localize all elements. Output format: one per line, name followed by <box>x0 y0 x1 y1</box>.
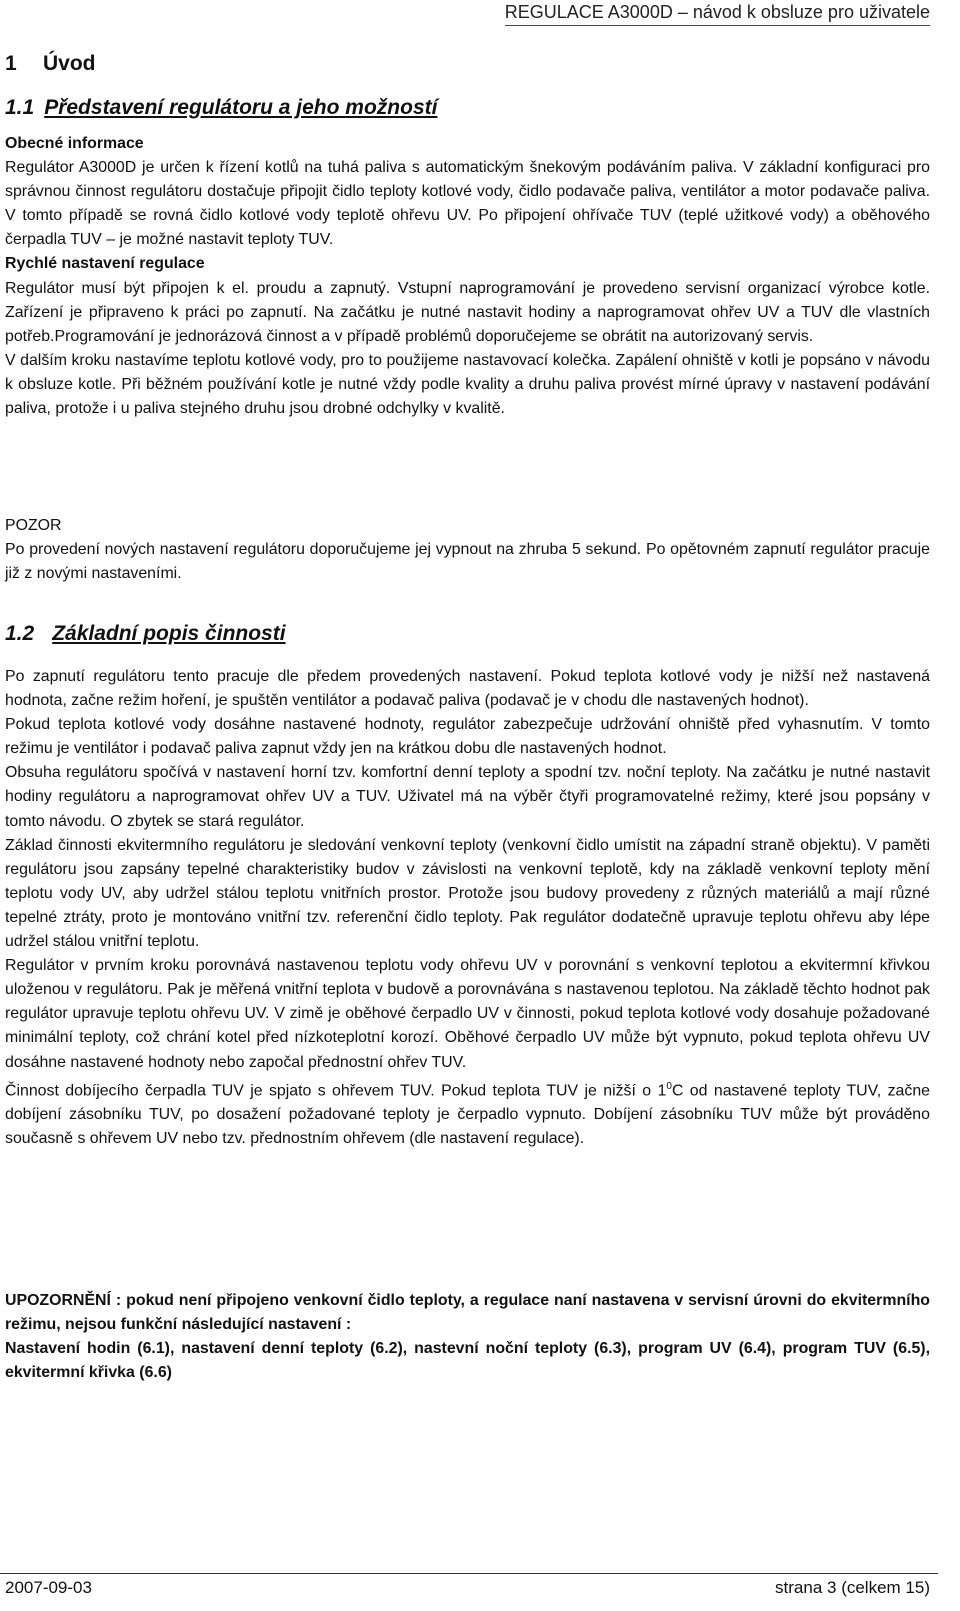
popis-paragraph-6 <box>5 1075 930 1152</box>
obecne-heading: Obecné informace <box>5 135 144 152</box>
upozorneni-line-2: Nastavení hodin (6.1), nastavení denní teploty (6.2), nastevní noční teploty (6.3), program UV (6.4), program TUV (6.5), ekvitermní křivka (6.6) <box>5 1340 930 1382</box>
popis-paragraph-5: Regulátor v prvním kroku porovnává nastavenou teplotu vody ohřevu UV v porovnání s venkovní teplotou a ekvitermní křivkou uloženou v regulátoru. Pak je měřená vnitřní teplota v budově a porovnávána s nastavenou teplotou. Na základě těchto hodnot pak regulátor upravuje teplotu ohřevu UV. V zimě je oběhové čerpadlo UV v činnosti, pokud teplota kotlové vody dosahuje požadované minimální teploty, což chrání kotel před nízkoteplotní korozí. Oběhové čerpadlo UV může být vypnuto, pokud teplota ohřevu UV dosáhne nastavené hodnoty nebo započal přednostní ohřev TUV. <box>5 957 930 1071</box>
popis-paragraph-3: Obsuha regulátoru spočívá v nastavení horní tzv. komfortní denní teploty a spodní tzv. noční teploty. Na začátku je nutné nastavit hodiny regulátoru a naprogramovat ohřev UV a TUV. Uživatel má na výběr čtyři programovatelné režimy, které jsou popsány v tomto návodu. O zbytek se stará regulátor. <box>5 764 930 830</box>
section-heading-1-2 <box>5 622 286 646</box>
popis-p6-start: Činnost dobíjecího čerpadla TUV je spjato s ohřevem TUV. Pokud teplota TUV je nižší o 1 <box>5 1081 667 1099</box>
pozor-heading: POZOR <box>5 517 62 534</box>
section-heading-1 <box>5 52 96 76</box>
section-number: 1.2 <box>5 622 35 645</box>
popis-paragraph-2: Pokud teplota kotlové vody dosáhne nastavené hodnoty, regulátor zabezpečuje udržování ohniště před vyhasnutím. V tomto režimu je ventilátor i podavač paliva zapnut vždy jen na krátkou dobu dle nastavených hodnot. <box>5 716 930 758</box>
section-heading-1-1 <box>5 96 437 120</box>
popis-p6-end: C od nastavené teploty TUV, začne dobíjení zásobníku TUV, po dosažení požadované teploty je čerpadlo vypnuto. Dobíjení zásobníku TUV může být prováděno současně s ohřevem UV nebo tzv. přednostním ohřevem (dle nastavení regulace). <box>5 1081 931 1148</box>
pozor-paragraph: Po provedení nových nastavení regulátoru doporučujeme jej vypnout na zhruba 5 sekund. Po opětovném zapnutí regulátor pracuje již z novými nastaveními. <box>5 541 930 583</box>
rychle-paragraph-2: V dalším kroku nastavíme teplotu kotlové vody, pro to použijeme nastavovací kolečka. Zapálení ohniště v kotli je popsáno v návodu k obsluze kotle. Při běžném používání kotle je nutné vždy podle kvality a druhu paliva provést mírné úpravy v nastavení podávání paliva, protože i u paliva stejného druhu jsou drobné odchylky v kvalitě. <box>5 351 930 418</box>
section-title: Základní popis činnosti <box>52 622 286 645</box>
popis-paragraph-4: Základ činnosti ekvitermního regulátoru je sledování venkovní teploty (venkovní čidlo umístit na západní straně objektu). V paměti regulátoru jsou zapsány tepelné charakteristiky budov v závislosti na venkovní teplotě, kdy na základě venkovní teploty mění teplotu vody UV, aby udržel stálou teplotu vnitřních prostor. Protože jsou budovy provedeny z různých materiálů a mají různé tepelné ztráty, proto je montováno vnitřní tzv. referenční čidlo teploty. Pak regulátor dodatečně upravuje teplotu ohřevu aby lépe udržel stálou vnitřní teplotu. <box>5 836 930 951</box>
obecne-paragraph: Regulátor A3000D je určen k řízení kotlů na tuhá paliva s automatickým šnekovým podáváním paliva. V základní konfiguraci pro správnou činnost regulátoru dostačuje připojit čidlo teploty kotlové vody, čidlo podavače paliva, ventilátor a motor podavače paliva. V tomto případě se rovná čidlo kotlové vody teplotě ohřevu UV. Po připojení ohřívače TUV (teplé užitkové vody) a oběhového čerpadla TUV – je možné nastavit teploty TUV. <box>5 159 930 249</box>
footer-page-number: strana 3 (celkem 15) <box>775 1578 930 1597</box>
degree-superscript: 0 <box>666 1080 672 1092</box>
page-header: REGULACE A3000D – návod k obsluze pro uživatele <box>505 2 930 26</box>
footer-date: 2007-09-03 <box>5 1578 92 1597</box>
rychle-paragraph-1: Regulátor musí být připojen k el. proudu a zapnutý. Vstupní naprogramování je provedeno servisní organizací výrobce kotle. Zařízení je připraveno k práci po zapnutí. Na začátku je nutné nastavit hodiny a naprogramovat ohřev UV a TUV dle vlastních potřeb.Programování je jednorázová činnost a v případě problémů doporučejeme se obrátit na autorizovaný servis. <box>5 279 930 345</box>
intro-block <box>5 132 930 421</box>
footer-divider <box>0 1573 938 1574</box>
section-number: 1.1 <box>5 96 35 119</box>
popis-block <box>5 665 930 1151</box>
section-title: Představení regulátoru a jeho možností <box>44 96 438 119</box>
popis-paragraph-1: Po zapnutí regulátoru tento pracuje dle předem provedených nastavení. Pokud teplota kotlové vody je nižší než nastavená hodnota, začne režim hoření, je spuštěn ventilátor a podavač paliva (podavač je v chodu dle nastavených hodnot). <box>5 668 930 710</box>
rychle-heading: Rychlé nastavení regulace <box>5 255 205 273</box>
section-number: 1 <box>5 52 17 75</box>
section-title: Úvod <box>43 52 96 75</box>
upozorneni-block <box>5 1289 930 1385</box>
pozor-block <box>5 514 930 586</box>
upozorneni-line-1: UPOZORNĚNÍ : pokud není připojeno venkovní čidlo teploty, a regulace naní nastavena v servisní úrovni do ekvitermního režimu, nejsou funkční následující nastavení : <box>5 1292 930 1334</box>
